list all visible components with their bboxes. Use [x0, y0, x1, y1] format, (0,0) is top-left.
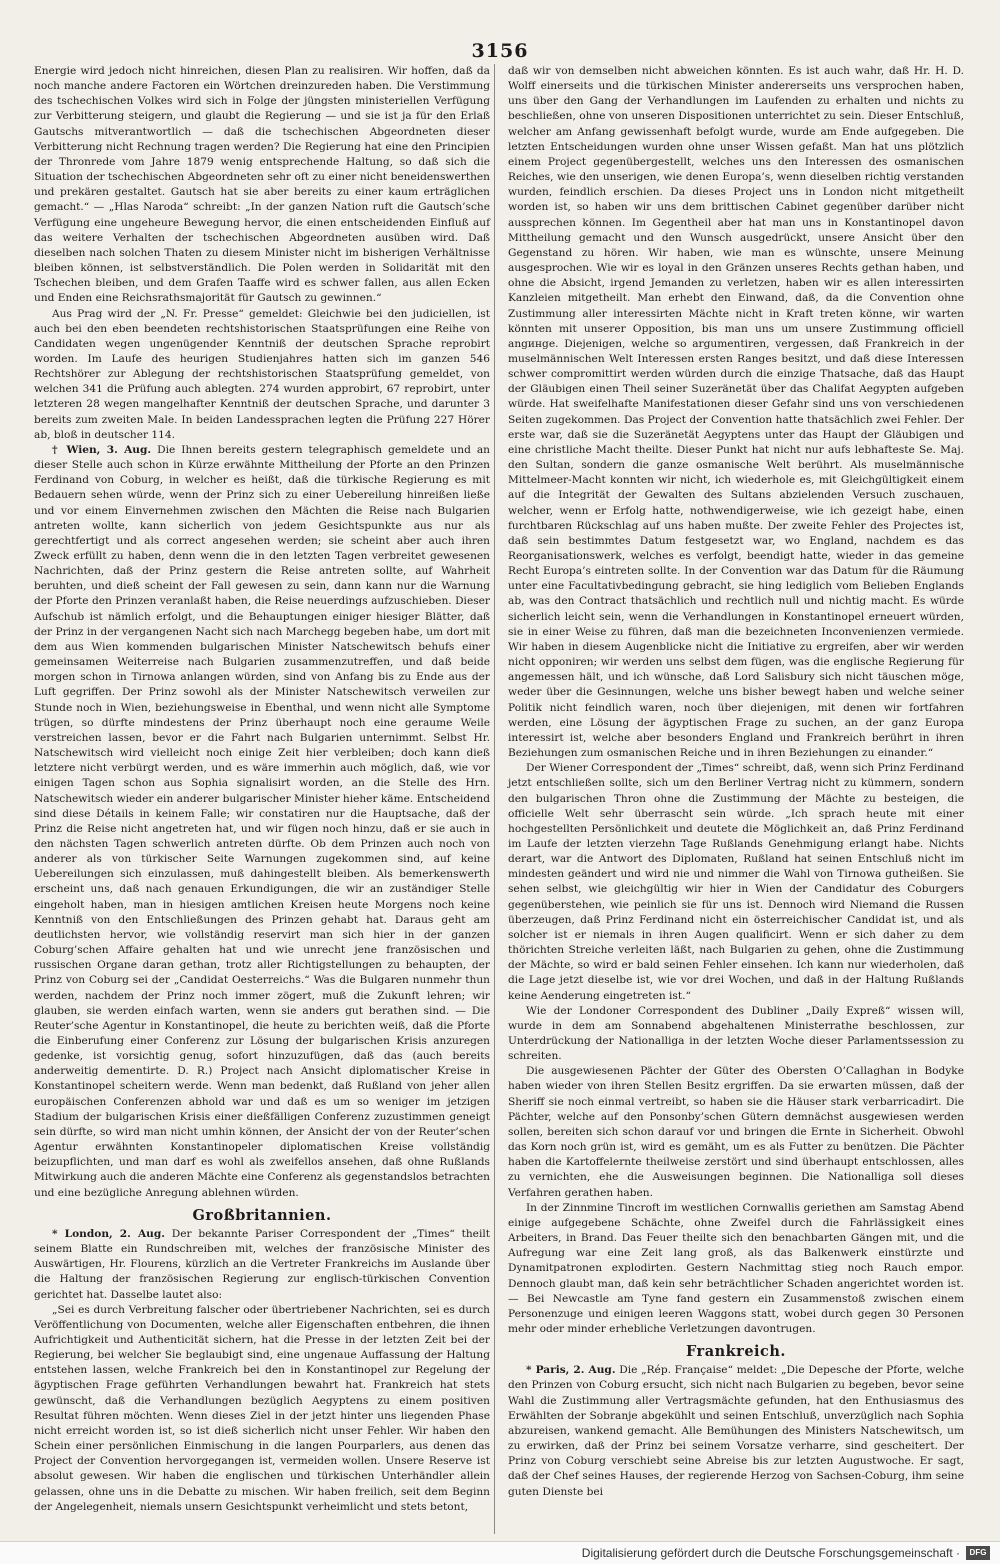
page-number: 3156	[471, 40, 529, 62]
dateline: * Paris, 2. Aug.	[526, 1364, 616, 1377]
dispatch-text: Der bekannte Pariser Correspondent der „Times“ theilt seinem Blatte ein Rundschreiben mit, welches der französische Minister des Auswärtigen, Hr. Flourens, kürzlich an die Vertreter Frankreichs im Auslande über die Haltung der französischen Regierung zur englisch-türkischen Convention gerichtet hat. Dasselbe lautet also:	[34, 1227, 490, 1301]
article-paragraph: „Sei es durch Verbreitung falscher oder übertriebener Nachrichten, sei es durch Veröffentlichung von Documenten, welche aller Eigenschaften entbehren, die ihnen Aufrichtigkeit und Authenticität sichern, hat die Presse in der letzten Zeit bei der Regierung, bei welcher Sie beglaubigt sind, eine ungenaue Auffassung der Haltung entstehen lassen, welche Frankreich bei den in Konstantinopel zur Regelung der ägyptischen Frage geführten Verhandlungen bewahrt hat. Frankreich hat stets gewünscht, daß die Verhandlungen bezüglich Aegyptens zu einem positiven Resultat führen möchten. Wenn dieses Ziel in der jetzt hinter uns liegenden Phase nicht erreicht worden ist, so ist dieß sicherlich nicht unser Fehler. Wir haben den Schein einer persönlichen Einmischung in die langen Pourparlers, aus denen das Project der Convention hervorgegangen ist, vermeiden wollen. Unsere Reserve ist absolut gewesen. Wir haben die englischen und türkischen Unterhändler allein gelassen, ohne uns in die Debatte zu mischen. Wir haben freilich, seit dem Beginn der Angelegenheit, niemals unsern Gesichtspunkt verheimlicht und stets betont,	[34, 1303, 490, 1513]
article-paragraph: Wie der Londoner Correspondent des Dubliner „Daily Expreß“ wissen will, wurde in dem am Sonnabend abgehaltenen Ministerrathe beschlossen, zur Unterdrückung der Nationalliga in der letzten Woche dieser Parlamentssession zu schreiten.	[508, 1004, 964, 1063]
dispatch-text: Die Ihnen bereits gestern telegraphisch gemeldete und an dieser Stelle auch schon in Kürze erwähnte Mittheilung der Pforte an den Prinzen Ferdinand von Coburg, in welcher es heißt, daß die türkische Regierung es mit Bedauern sehen würde, wenn der Prinz sich zu einer Uebereilung hinreißen ließe und vor einem Einvernehmen zwischen den Mächten die Reise nach Bulgarien antreten wollte, kann sicherlich von jedem Gesichtspunkte aus nur als gerechtfertigt und als correct angesehen werden; sie scheint aber auch ihren Zweck erfüllt zu haben, denn wenn die in den letzten Tagen verbreitet gewesenen Nachrichten, daß der Prinz gestern die Reise antreten sollte, auf Wahrheit beruhten, und dieß scheint der Fall gewesen zu sein, dann kann nur die Warnung der Pforte den Prinzen veranlaßt haben, die Reise neuerdings aufzuschieben. Dieser Aufschub ist nämlich erfolgt, und die Behauptungen einiger hiesiger Blätter, daß der Prinz in der vergangenen Nacht sich nach Marchegg begeben habe, um dort mit dem aus Wien kommenden bulgarischen Minister Natschewitsch behufs einer gemeinsamen Weiterreise nach Bulgarien zusammenzutreffen, und daß beide morgen schon in Tirnowa anlangen würden, sind von Anfang bis zu Ende aus der Luft gegriffen. Der Prinz sowohl als der Minister Natschewitsch verweilen zur Stunde noch in Wien, beziehungsweise in Ebenthal, und wenn nicht alle Symptome trügen, so dürfte mindestens der Prinz überhaupt noch eine geraume Weile verstreichen lassen, bevor er die Fahrt nach Bulgarien unternimmt. Selbst Hr. Natschewitsch wird vielleicht noch einige Zeit hier verbleiben; doch kann dieß letztere nicht verbürgt werden, und es wäre immerhin auch möglich, daß, wie vor einigen Tagen schon aus Sophia signalisirt worden, an die Stelle des Hrn. Natschewitsch wieder ein anderer bulgarischer Minister hieher käme. Entscheidend sind diese Détails in keinem Falle; wir constatiren nur die Hauptsache, daß der Prinz die Reise nicht angetreten hat, und wir fügen noch hinzu, daß er sie auch in den nächsten Tagen schwerlich antreten dürfte. Ob dem Prinzen auch noch von anderer als von türkischer Seite Warnungen zugekommen sind, auf keine Uebereilungen sich einzulassen, muß dahingestellt bleiben. Als bemerkenswerth erscheint uns, daß nach genauen Erkundigungen, die wir an zuständiger Stelle eingeholt haben, man in hiesigen amtlichen Kreisen heute Morgens noch keine Kenntniß von den Entschließungen des Prinzen gehabt hat. Daraus geht am deutlichsten hervor, wie vollständig reservirt man sich hier in der ganzen Coburg’schen Affaire gehalten hat und wie unrecht jene französischen und russischen Organe daran gethan, trotz aller Richtigstellungen zu behaupten, der Prinz von Coburg sei der „Candidat Oesterreichs.“ Was die Bulgaren nunmehr thun werden, nachdem der Prinz noch immer zögert, muß die Zukunft lehren; wir glauben, sie werden einfach warten, wenn sie anders gut berathen sind. — Die Reuter’sche Agentur in Konstantinopel, die heute zu berichten weiß, daß die Pforte die Einberufung einer Conferenz zur Lösung der bulgarischen Krisis anzuregen gedenke, ist vorsichtig genug, sofort hinzuzufügen, daß das (auch bereits anderweitig dementirte. D. R.) Project nach Ansicht diplomatischer Kreise in Konstantinopel scheitern werde. Wenn man bedenkt, daß Rußland von jeher allen europäischen Conferenzen abhold war und daß es um so weniger im jetzigen Stadium der bulgarischen Krisis einer dießfälligen Conferenz zuzustimmen geneigt sein dürfte, so wird man nicht umhin können, der Ansicht der von der Reuter’schen Agentur erwähnten Konstantinopeler diplomatischen Kreise vollständig beizupflichten, und man darf es wohl als zweifellos ansehen, daß ohne Rußlands Mitwirkung auch die anderen Mächte eine Conferenz als gegenstandslos betrachten und eine bezügliche Anregung ablehnen würden.	[34, 443, 490, 1199]
article-paragraph: Der Wiener Correspondent der „Times“ schreibt, daß, wenn sich Prinz Ferdinand jetzt entschließen sollte, sich um den Berliner Vertrag nicht zu kümmern, sondern den bulgarischen Thron ohne die Zustimmung der Mächte zu besteigen, die officielle Welt sehr überrascht sein würde. „Ich sprach heute mit einer hochgestellten Persönlichkeit und deutete die Möglichkeit an, daß Prinz Ferdinand im Laufe der letzten vierzehn Tage Rußlands Genehmigung erlangt habe. Nichts derart, war die Antwort des Diplomaten, Rußland hat seinen Entschluß nicht im mindesten geändert und wird nie und nimmer die Wahl von Tirnowa gutheißen. Sie sehen selbst, wie gleichgültig wir hier in Wien der Candidatur des Coburgers gegenüberstehen, wie peinlich sie für uns ist. Dennoch wird Niemand die Russen überzeugen, daß Prinz Ferdinand nicht ein österreichischer Candidat ist, und als solcher ist er niemals in ihren Augen qualificirt. Wenn er sich daher zu dem thörichten Streiche verleiten läßt, nach Bulgarien zu gehen, ohne die Zustimmung der Mächte, so wird er bald seinen Fehler einsehen. Ich kann nur wiederholen, daß die Lage jetzt dieselbe ist, wie vor drei Wochen, und daß in der Haltung Rußlands keine Aenderung eingetreten ist.“	[508, 762, 964, 1002]
dateline: † Wien, 3. Aug.	[52, 443, 152, 456]
left-column	[34, 64, 490, 1515]
article-paragraph: In der Zinnmine Tincroft im westlichen Cornwallis geriethen am Samstag Abend einige aufgegebene Schächte, ohne Zweifel durch die Fahrlässigkeit eines Arbeiters, in Brand. Das Feuer theilte sich den benachbarten Gängen mit, und die Aufregung war eine Zeit lang groß, als das Balkenwerk einstürzte und Dynamitpatronen explodirten. Gestern Nachmittag stieg noch Rauch empor. Dennoch glaubt man, daß kein sehr beträchtlicher Schaden angerichtet worden ist. — Bei Newcastle am Tyne fand gestern ein Zusammenstoß zwischen einem Personenzuge und einigen leeren Waggons statt, wobei durch gegen 30 Personen mehr oder minder erhebliche Verletzungen davontrugen.	[508, 1201, 964, 1335]
dispatch-text: Die „Rép. Française“ meldet: „Die Depesche der Pforte, welche den Prinzen von Coburg ersucht, sich nicht nach Bulgarien zu begeben, bevor seine Wahl die Zustimmung aller Vertragsmächte gefunden, hat den Enthusiasmus des Erwählten der Sobranje abgekühlt und seinen Entschluß, unverzüglich nach Sophia abzureisen, wankend gemacht. Alle Bemühungen des Ministers Natschewitsch, um zu erwirken, daß der Prinz bei seinem Vorsatze verharre, sind gescheitert. Der Prinz von Coburg verschiebt seine Abreise bis zur letzten Augustwoche. Er sagt, daß der Chef seines Hauses, der regierende Herzog von Sachsen-Coburg, ihm seine guten Dienste bei	[508, 1364, 964, 1498]
article-paragraph: Die ausgewiesenen Pächter der Güter des Obersten O’Callaghan in Bodyke haben wieder von ihren Stellen Besitz ergriffen. Da sie erwarten müssen, daß der Sheriff sie noch einmal vertreibt, so haben sie die Häuser stark verbarricadirt. Die Pächter, welche auf den Ponsonby’schen Gütern demnächst ausgewiesen werden sollen, bereiten sich schon darauf vor und bringen die Ernte in Sicherheit. Obwohl das Korn noch grün ist, wird es gemäht, um es als Futter zu benützen. Die Pächter haben die Kartoffelernte theilweise zerstört und sind überhaupt entschlossen, alles zu vernichten, ehe die Ausweisungen beginnen. Die Nationalliga soll dieses Verfahren gerathen haben.	[508, 1065, 964, 1199]
right-column	[508, 64, 964, 1500]
section-heading: Großbritannien.	[192, 1206, 332, 1224]
dateline: * London, 2. Aug.	[52, 1227, 165, 1240]
article-paragraph: Energie wird jedoch nicht hinreichen, diesen Plan zu realisiren. Wir hoffen, daß da noch manche andere Factoren ein Wörtchen dreinzureden haben. Die Verstimmung des tschechischen Volkes wird sich in Folge der jüngsten ministeriellen Verfügung zur Verbitterung steigern, und glaubt die Regierung — und sie ist ja für den Erlaß Gautschs mitverantwortlich — daß die tschechischen Abgeordneten dieser Verbitterung nicht Rechnung tragen werden? Die Regierung hat eine den Principien der Thronrede vom Jahre 1879 wenig entsprechende Haltung, so daß sich die Situation der tschechischen Abgeordneten sehr oft zu einer nicht beneidenswerthen und prekären gestaltet. Gautsch hat sie aber bereits zu einer kaum erträglichen gemacht.“ — „Hlas Naroda“ schreibt: „In der ganzen Nation ruft die Gautsch’sche Verfügung eine ungeheure Bewegung hervor, die einen entscheidenden Einfluß auf das weitere Verhalten der tschechischen Abgeordneten ausüben wird. Daß dieselben nach solchen Thaten zu diesem Minister nicht im bisherigen Verhältnisse bleiben können, ist selbstverständlich. Die Polen werden in Solidarität mit den Tschechen bleiben, und dem Grafen Taaffe wird es schwer fallen, aus allen Ecken und Enden eine Reichsrathsmajorität für Gautsch zu gewinnen.“	[34, 65, 490, 305]
column-divider	[494, 64, 495, 1534]
article-paragraph: Aus Prag wird der „N. Fr. Presse“ gemeldet: Gleichwie bei den judiciellen, ist auch bei den eben beendeten rechtshistorischen Staatsprüfungen eine Reihe von Candidaten wegen ungenügender Kenntniß der deutschen Sprache reprobirt worden. Im Laufe des heurigen Studienjahres hatten sich im ganzen 546 Rechtshörer zur Ablegung der rechtshistorischen Staatsprüfung gemeldet, von welchen 341 die Prüfung auch ablegten. 274 wurden approbirt, 67 reprobirt, unter letzteren 28 wegen mangelhafter Kenntniß der deutschen Sprache, und darunter 3 bereits zum zweiten Male. In beiden Landessprachen legten die Prüfung 227 Hörer ab, bloß in deutscher 114.	[34, 307, 490, 441]
footer-credit: Digitalisierung gefördert durch die Deutsche Forschungsgemeinschaft ·	[581, 1546, 960, 1560]
dispatch-paragraph	[34, 443, 490, 1201]
dispatch-paragraph	[508, 1363, 964, 1499]
article-paragraph: daß wir von demselben nicht abweichen könnten. Es ist auch wahr, daß Hr. H. D. Wolff einerseits und die türkischen Minister andererseits uns versprochen haben, uns über den Gang der Verhandlungen im Laufenden zu erhalten und nichts zu beschließen, ohne von unseren Dispositionen unterrichtet zu sein. Dieser Entschluß, welcher am Anfang gewissenhaft befolgt wurde, wurde am Ende aufgegeben. Die letzten Entscheidungen wurden ohne unser Wissen gefaßt. Man hat uns plötzlich einem Project gegenübergestellt, welches uns den Interessen des osmanischen Reiches, wie den unserigen, wie denen Europa’s, wenn dieselben richtig verstanden wurden, feindlich erschien. Da dieses Project uns in London nicht mitgetheilt worden ist, so haben wir uns dem brittischen Cabinet gegenüber darüber nicht aussprechen können. Im Gegentheil aber hat man uns in Konstantinopel davon Mittheilung gemacht und den Wunsch ausgedrückt, unsere Ansicht über den Gegenstand zu hören. Wir haben, wie man es wünschte, unsere Meinung ausgesprochen. Wie wir es loyal in den Gränzen unseres Rechts gethan haben, und ohne die Absicht, irgend Jemanden zu verletzen, haben wir es allen interessirten Kanzleien mitgetheilt. Man erhebt den Einwand, daß, da die Convention ohne Zustimmung aller interessirten Mächte nicht in Kraft treten könne, wir warten könnten mit unserer Opposition, bis man uns um unsere Zustimmung officiell angинge. Diejenigen, welche so argumentiren, vergessen, daß Frankreich in der muselmännischen Welt Interessen ersten Ranges besitzt, und daß diese Interessen schwer compromittirt werden würden durch die einzige Thatsache, daß das Haupt der Gläubigen einen Theil seiner Suzeränetät über das Chalifat Aegypten aufgeben würde. Hat sweifelhafte Manifestationen dieser Gefahr sind uns von verschiedenen Seiten zugekommen. Das Project der Convention hatte thatsächlich zwei Fehler. Der erste war, daß sie die Suzeränetät Aegyptens unter das Haupt der Gläubigen und eine christliche Macht theilte. Dieser Punkt hat nicht nur aufs lebhafteste Se. Maj. den Sultan, sondern die ganze osmanische Welt berührt. Als muselmännische Mittelmeer-Macht konnten wir nicht, ich wiederhole es, mit Gleichgültigkeit einem auf die Integrität der Gewalten des Sultans abzielenden Versuch zuschauen, welcher, wenn er Erfolg hatte, nothwendigerweise, wie ich gezeigt habe, einen furchtbaren Rückschlag auf uns haben mußte. Der zweite Fehler des Projectes ist, daß sein bestimmtes Datum festgesetzt war, wo England, nachdem es das Reorganisationswerk, welches es verfolgt, beendigt hatte, wieder in das gemeine Recht Europa’s eintreten sollte. In der Convention war das Datum für die Räumung unter eine Facultativbedingung gebracht, sie hing lediglich vom Belieben Englands ab, was den Contract thatsächlich und rechtlich null und nichtig macht. Es würde sicherlich leicht sein, wenn die Verhandlungen in Konstantinopel erneuert würden, sie in einer Weise zu führen, daß man die bezeichneten Inconvenienzen vermiede. Wir haben in diesem Augenblicke nicht die Initiative zu ergreifen, aber wir werden nicht opponiren; wir werden uns selbst dem fügen, was die englische Regierung für angemessen hält, und ich wünsche, daß Lord Salisbury sich nicht täuschen möge, weder über die Gesinnungen, welche uns bisher bewegt haben und welche seiner Politik nicht feindlich waren, noch über diejenigen, mit denen wir fortfahren werden, eine Lösung der ägyptischen Frage zu suchen, an der ganz Europa interessirt ist, welche aber besonders England und Frankreich berührt in ihren Beziehungen zum osmanischen Reiche und in ihren Beziehungen zu einander.“	[508, 65, 964, 760]
dispatch-paragraph	[34, 1227, 490, 1303]
section-heading: Frankreich.	[686, 1343, 786, 1361]
footer-bar	[0, 1541, 1000, 1564]
dfg-logo: DFG	[966, 1546, 990, 1560]
